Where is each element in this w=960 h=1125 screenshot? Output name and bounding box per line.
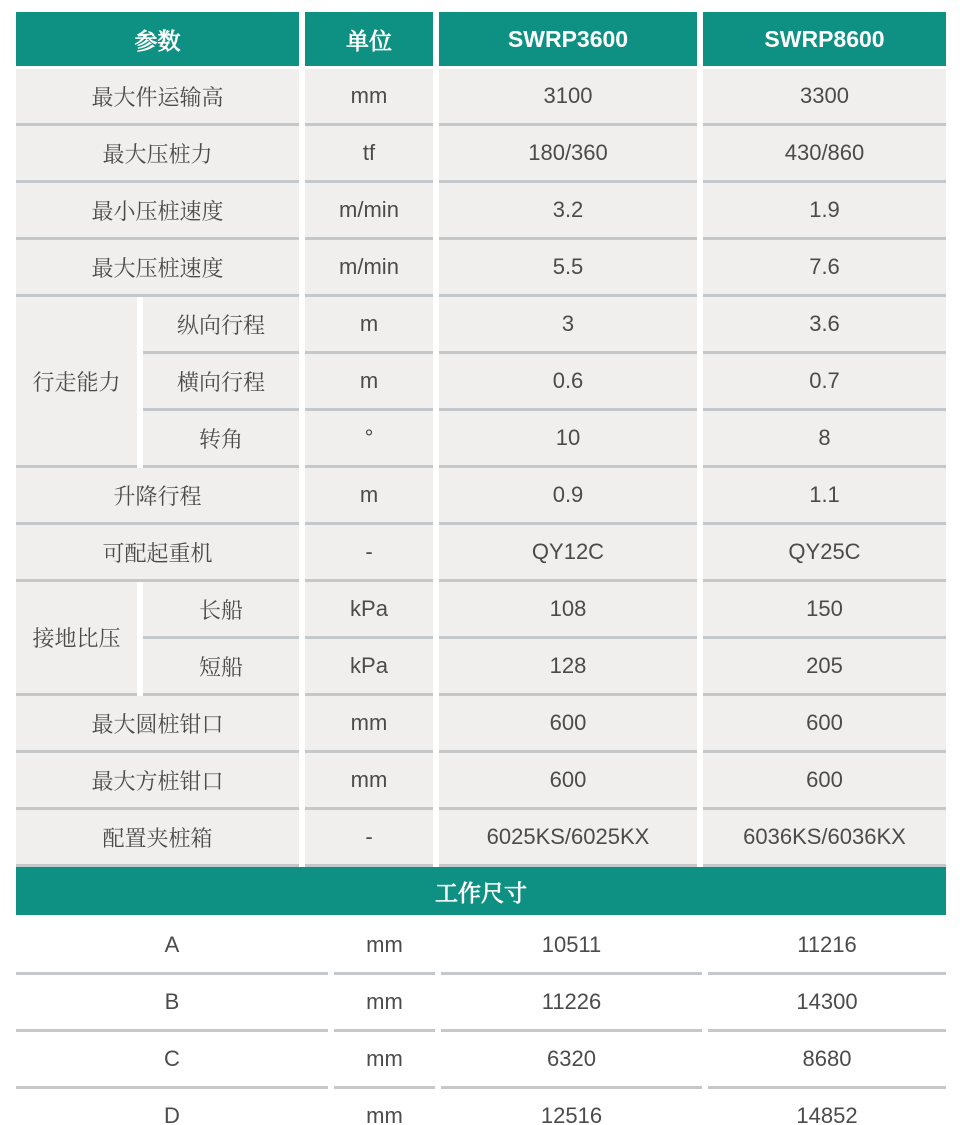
- value-cell-model2: 600: [703, 753, 946, 810]
- param-cell: 最大压桩力: [16, 126, 299, 183]
- param-cell: 最大压桩速度: [16, 240, 299, 297]
- spec-table: [10, 12, 952, 867]
- param-cell: 升降行程: [16, 468, 299, 525]
- dimension-row: [16, 918, 946, 975]
- unit-cell: mm: [334, 918, 435, 975]
- value-cell-model1: 3: [439, 297, 697, 354]
- param-cell: 长船: [143, 582, 299, 639]
- value-cell-model2: 205: [703, 639, 946, 696]
- value-cell-model1: 600: [439, 696, 697, 753]
- value-cell-model1: 0.6: [439, 354, 697, 411]
- param-cell: 纵向行程: [143, 297, 299, 354]
- value-cell-model1: 10: [439, 411, 697, 468]
- unit-cell: tf: [305, 126, 433, 183]
- value-cell-model2: 3.6: [703, 297, 946, 354]
- spec-row: [16, 525, 946, 582]
- spec-row: [16, 468, 946, 525]
- param-cell: 配置夹桩箱: [16, 810, 299, 867]
- unit-cell: mm: [305, 753, 433, 810]
- value-cell-model1: 108: [439, 582, 697, 639]
- value-cell-model2: 0.7: [703, 354, 946, 411]
- working-dimensions-body: [16, 918, 946, 1125]
- spec-row: [16, 69, 946, 126]
- value-cell-model2: 150: [703, 582, 946, 639]
- spec-row: [16, 582, 946, 639]
- spec-row: [16, 696, 946, 753]
- param-cell: 横向行程: [143, 354, 299, 411]
- unit-cell: m/min: [305, 183, 433, 240]
- spec-row: [16, 297, 946, 354]
- value-cell-model1: 11226: [441, 975, 702, 1032]
- value-cell-model2: 8: [703, 411, 946, 468]
- spec-row: [16, 126, 946, 183]
- value-cell-model1: 6025KS/6025KX: [439, 810, 697, 867]
- unit-cell: m: [305, 468, 433, 525]
- param-cell: 短船: [143, 639, 299, 696]
- unit-cell: m/min: [305, 240, 433, 297]
- value-cell-model1: 128: [439, 639, 697, 696]
- col-header-unit: 单位: [305, 12, 433, 69]
- spec-table-body: [16, 69, 946, 867]
- dimension-row: [16, 1032, 946, 1089]
- dimension-label-cell: A: [16, 918, 328, 975]
- value-cell-model2: 1.1: [703, 468, 946, 525]
- param-cell: 最大方桩钳口: [16, 753, 299, 810]
- col-header-param: 参数: [16, 12, 299, 69]
- spec-row: [16, 240, 946, 297]
- unit-cell: kPa: [305, 639, 433, 696]
- unit-cell: °: [305, 411, 433, 468]
- param-cell: 可配起重机: [16, 525, 299, 582]
- unit-cell: mm: [305, 696, 433, 753]
- dimension-label-cell: B: [16, 975, 328, 1032]
- value-cell-model2: 600: [703, 696, 946, 753]
- col-header-model-swrp8600: SWRP8600: [703, 12, 946, 69]
- param-cell: 最大圆桩钳口: [16, 696, 299, 753]
- param-cell: 转角: [143, 411, 299, 468]
- value-cell-model1: 12516: [441, 1089, 702, 1125]
- value-cell-model2: 6036KS/6036KX: [703, 810, 946, 867]
- value-cell-model1: 3.2: [439, 183, 697, 240]
- dimension-row: [16, 975, 946, 1032]
- value-cell-model1: 600: [439, 753, 697, 810]
- value-cell-model2: 14852: [708, 1089, 946, 1125]
- spec-row: [16, 810, 946, 867]
- group-cell: 接地比压: [16, 582, 137, 696]
- dimension-label-cell: C: [16, 1032, 328, 1089]
- value-cell-model2: 14300: [708, 975, 946, 1032]
- value-cell-model1: 10511: [441, 918, 702, 975]
- value-cell-model2: 11216: [708, 918, 946, 975]
- working-dimensions-table: [10, 867, 952, 1125]
- section-header-working-dimensions: 工作尺寸: [16, 867, 946, 918]
- value-cell-model1: 5.5: [439, 240, 697, 297]
- value-cell-model1: 3100: [439, 69, 697, 126]
- unit-cell: -: [305, 810, 433, 867]
- value-cell-model2: 3300: [703, 69, 946, 126]
- spec-row: [16, 183, 946, 240]
- value-cell-model1: QY12C: [439, 525, 697, 582]
- spec-header-row: [16, 12, 946, 69]
- value-cell-model2: 1.9: [703, 183, 946, 240]
- unit-cell: mm: [334, 1089, 435, 1125]
- unit-cell: mm: [334, 1032, 435, 1089]
- value-cell-model2: QY25C: [703, 525, 946, 582]
- spec-row: [16, 411, 946, 468]
- spec-row: [16, 639, 946, 696]
- dimension-label-cell: D: [16, 1089, 328, 1125]
- dimension-row: [16, 1089, 946, 1125]
- spec-row: [16, 354, 946, 411]
- value-cell-model1: 6320: [441, 1032, 702, 1089]
- unit-cell: m: [305, 354, 433, 411]
- unit-cell: mm: [334, 975, 435, 1032]
- group-cell: 行走能力: [16, 297, 137, 468]
- spec-row: [16, 753, 946, 810]
- unit-cell: -: [305, 525, 433, 582]
- value-cell-model1: 180/360: [439, 126, 697, 183]
- value-cell-model1: 0.9: [439, 468, 697, 525]
- value-cell-model2: 430/860: [703, 126, 946, 183]
- unit-cell: m: [305, 297, 433, 354]
- value-cell-model2: 8680: [708, 1032, 946, 1089]
- unit-cell: mm: [305, 69, 433, 126]
- value-cell-model2: 7.6: [703, 240, 946, 297]
- dimensions-header-row: [16, 867, 946, 918]
- col-header-model-swrp3600: SWRP3600: [439, 12, 697, 69]
- unit-cell: kPa: [305, 582, 433, 639]
- param-cell: 最大件运输高: [16, 69, 299, 126]
- param-cell: 最小压桩速度: [16, 183, 299, 240]
